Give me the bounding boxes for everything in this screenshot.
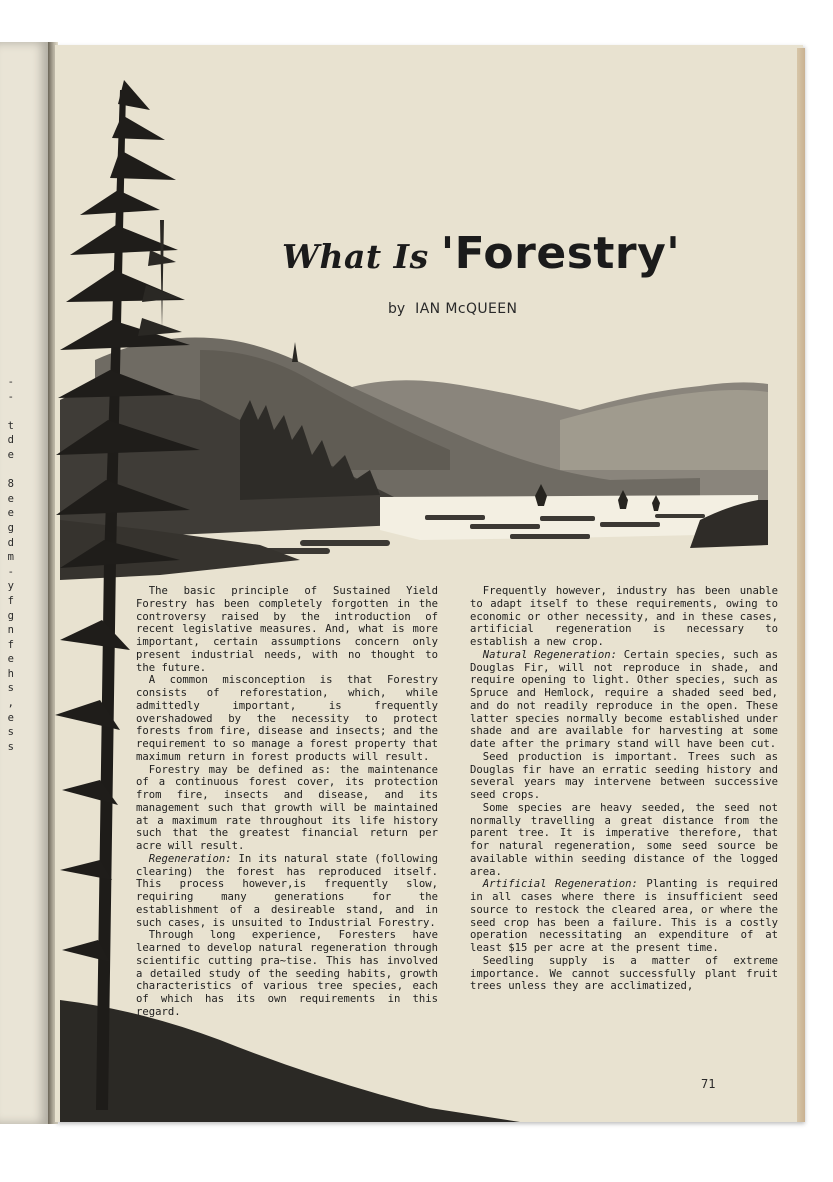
- paragraph-lead: Natural Regeneration:: [482, 648, 618, 661]
- paragraph: [136, 853, 438, 930]
- facing-page-fragment: -: [7, 390, 14, 403]
- facing-page-fragment: e: [7, 492, 14, 505]
- text-column-left: [136, 585, 438, 1019]
- paragraph-text: Forestry may be defined as: the maintenance of a continuous forest cover, its protection from fire, insects and disease, and its management such that growth will be maintained at a maximum rate throughout its life history such that the greatest financial return per acre will result.: [136, 763, 438, 852]
- facing-page-fragment: g: [7, 609, 14, 622]
- paragraph-text: Planting is required in all cases where there is insufficient seed source to restock the cleared area, or where the seed crop has been a failure. This is a costly operation necessitating an expenditure of at least $15 per acre at the present time.: [470, 878, 779, 954]
- paragraph-text: The basic principle of Sustained Yield Forestry has been completely forgotten in the controversy raised by the introduction of recent legislative measures. And, what is more important, certain assumptions concern only present industrial needs, with no thought to the future.: [136, 585, 438, 674]
- facing-page-fragment: y: [7, 580, 14, 593]
- author-name: IAN McQUEEN: [415, 301, 518, 317]
- facing-page-fragment: f: [7, 638, 14, 651]
- paragraph: [470, 955, 778, 993]
- article-title: [282, 228, 680, 279]
- byline-prefix: by: [388, 301, 406, 317]
- paragraph: [470, 649, 778, 751]
- paragraph: [470, 802, 778, 879]
- facing-page-fragment: e: [7, 507, 14, 520]
- facing-page-fragment: e: [7, 448, 14, 461]
- facing-page-fragment: e: [7, 711, 14, 724]
- facing-page-fragment: n: [7, 624, 14, 637]
- text-column-right: [470, 585, 778, 993]
- paragraph: [470, 878, 778, 955]
- facing-page-fragment: g: [7, 521, 14, 534]
- hilltop-pine: [292, 342, 298, 362]
- facing-page-fragment: -: [7, 565, 14, 578]
- facing-page-fragment: 8: [7, 478, 14, 491]
- title-main-part: 'Forestry': [440, 228, 681, 279]
- byline: [388, 301, 517, 317]
- paragraph-text: Through long experience, Foresters have learned to develop natural regeneration through scientific cutting pra~tise. This has involved a detailed study of the seeding habits, growth characteristics of various tree species, each of which has its own requirements in this regard.: [136, 929, 438, 1018]
- paragraph-lead: Regeneration:: [148, 852, 232, 865]
- paragraph-text: Certain species, such as Douglas Fir, will not reproduce in shade, and require opening to light. Other species, such as Spruce and Hemlock, require a shaded seed bed, and do not readily reproduce in the open. These latter species normally become established under shade and are available for harvesting at some date after the primary stand will have been cut.: [470, 648, 778, 750]
- paragraph-text: Some species are heavy seeded, the seed not normally travelling a great distance from the parent tree. It is imperative therefore, that for natural regeneration, some seed source be available within seeding distance of the logged area.: [470, 801, 778, 878]
- facing-page-fragment: f: [7, 594, 14, 607]
- paragraph-text: Frequently however, industry has been unable to adapt itself to these requirements, owing to economic or other necessity, and in these cases, artificial regeneration is necessary to establish a new crop.: [470, 585, 778, 648]
- facing-page-fragment: s: [7, 740, 14, 753]
- facing-page-fragment: m: [7, 551, 14, 564]
- paragraph-text: A common misconception is that Forestry consists of reforestation, which, while admittedly important, is frequently overshadowed by the necessity to protect forests from fire, disease and insects; and the requirement to so manage a forest property that maximum return in forest products will result.: [136, 674, 438, 763]
- facing-page-fragment: d: [7, 434, 14, 447]
- paragraph: [136, 585, 438, 674]
- paragraph: [470, 585, 778, 649]
- paragraph: [136, 674, 438, 763]
- paragraph-text: Seed production is important. Trees such as Douglas fir have an erratic seeding history and several years may intervene between successive seed crops.: [470, 750, 778, 801]
- paragraph: [136, 764, 438, 853]
- facing-page-fragment: h: [7, 667, 14, 680]
- facing-page-fragment: d: [7, 536, 14, 549]
- facing-page-fragment: e: [7, 653, 14, 666]
- paragraph-text: Seedling supply is a matter of extreme importance. We cannot successfully plant fruit trees unless they are acclimatized,: [470, 954, 778, 993]
- facing-page-fragment: s: [7, 682, 14, 695]
- paragraph-text: In its natural state (following clearing) the forest has reproduced itself. This process however,is frequently slow, requiring many generations for the establishment of a desireable stand, and in such cases, is unsuited to Industrial Forestry.: [136, 852, 438, 929]
- paragraph-lead: Artificial Regeneration:: [482, 878, 638, 891]
- facing-page-fragment: s: [7, 726, 14, 739]
- paragraph: [470, 751, 778, 802]
- page-number: 71: [701, 1077, 716, 1091]
- title-script-part: What Is: [282, 237, 429, 276]
- facing-page-fragment: t: [7, 419, 14, 432]
- paragraph: [136, 929, 438, 1018]
- facing-page-fragment: ,: [7, 697, 14, 710]
- facing-page-fragment: -: [7, 376, 14, 388]
